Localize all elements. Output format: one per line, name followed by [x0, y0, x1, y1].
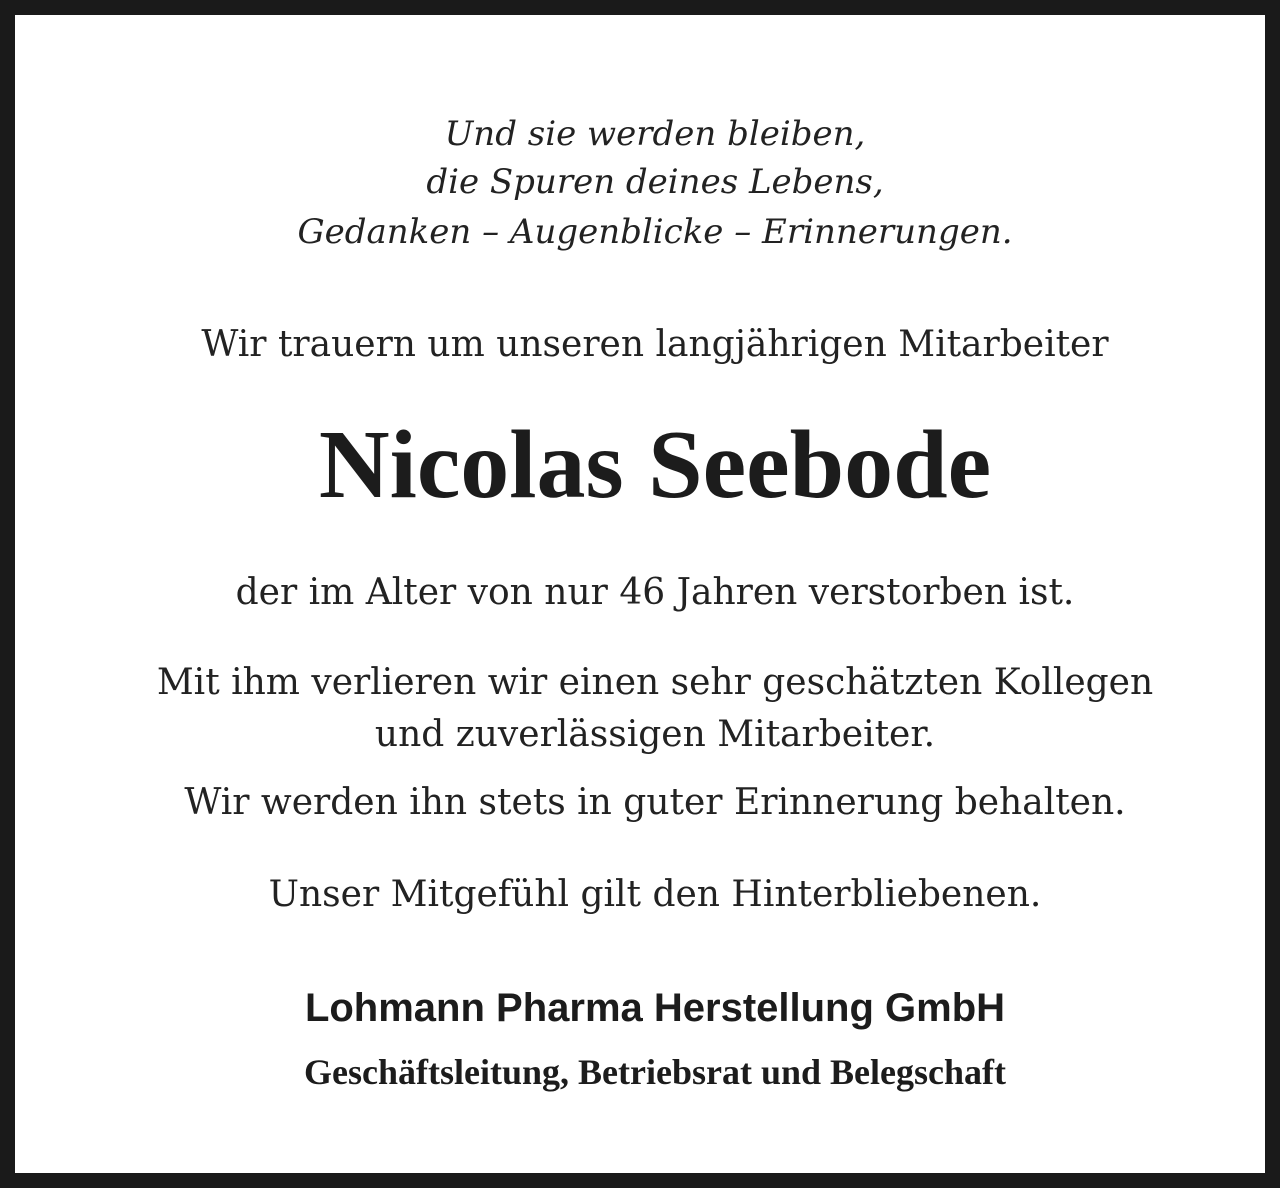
verse-line-1: Und sie werden bleiben, [444, 114, 866, 154]
verse-line-2: die Spuren deines Lebens, [426, 162, 884, 202]
deceased-name: Nicolas Seebode [318, 411, 992, 519]
remembrance-text: Wir werden ihn stets in guter Erinnerung behalten. [184, 782, 1126, 823]
verse-line-3: Gedanken – Augenblicke – Erinnerungen. [297, 212, 1013, 252]
tribute-line-2: und zuverlässigen Mitarbeiter. [374, 714, 936, 755]
age-text: der im Alter von nur 46 Jahren verstorben ist. [235, 572, 1075, 613]
tribute-line-1: Mit ihm verlieren wir einen sehr geschätzten Kollegen [156, 662, 1154, 703]
condolence-text: Unser Mitgefühl gilt den Hinterbliebenen. [268, 874, 1042, 915]
intro-text: Wir trauern um unseren langjährigen Mitarbeiter [201, 324, 1109, 365]
company-name: Lohmann Pharma Herstellung GmbH [304, 986, 1006, 1030]
signers-text: Geschäftsleitung, Betriebsrat und Belegschaft [304, 1052, 1006, 1092]
